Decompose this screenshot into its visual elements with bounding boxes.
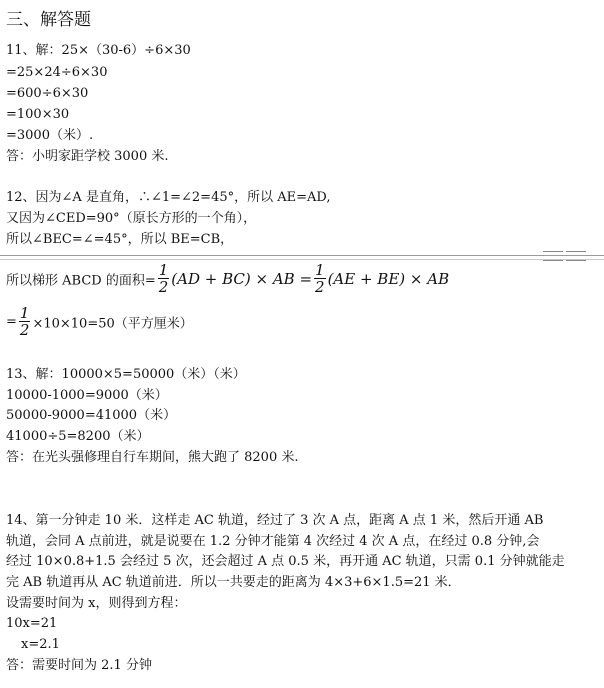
q14-line: 14、第一分钟走 10 米．这样走 AC 轨道，经过了 3 次 A 点，距离 A 点 1 米，然后开通 AB [6,513,544,528]
section-title: 三、解答题 [6,10,91,30]
q14-line: 设需要时间为 x，则得到方程： [6,596,187,611]
fraction-denominator: 2 [19,321,30,339]
result-expression: ×10×10=50（平方厘米） [32,316,193,332]
q14-line: 轨道，会同 A 点前进，就是说要在 1.2 分钟才能第 4 次经过 4 次 A 点，在经过 0.8 分钟,会 [6,534,540,549]
q14-line: 经过 10×0.8+1.5 会经过 5 次，还会超过 A 点 0.5 米，再开通 AC 轨道，只需 0.1 分钟就能走 [6,554,565,569]
q13-line: 10000-1000=9000（米） [6,388,168,403]
q12-area-result [6,306,193,338]
fraction-denominator: 2 [158,278,169,296]
result-prefix: = [6,314,17,330]
q14-solution: x=2.1 [21,637,60,652]
fraction-numerator: 1 [158,261,169,279]
q12-line: 12、因为∠A 是直角，∴∠1=∠2=45°，所以 AE=AD, [6,190,331,205]
q11-line: =25×24÷6×30 [6,65,108,80]
fraction-numerator: 1 [315,261,325,279]
q13-line: 41000÷5=8200（米） [6,429,150,444]
fraction [158,263,170,295]
q11-line: =600÷6×30 [6,86,89,101]
q11-line: 11、解：25×（30-6）÷6×30 [6,43,191,58]
fraction-denominator: 2 [315,278,325,296]
fraction-numerator: 1 [19,304,30,322]
q14-equation: 10x=21 [6,616,58,631]
fraction [19,306,31,338]
q11-line: =3000（米）. [6,128,94,143]
formula-prefix: 所以梯形 ABCD 的面积= [6,273,156,289]
q12-area-formula [6,263,449,295]
formula-expression: (AE + BE) × AB [327,270,450,288]
q13-line: 50000-9000=41000（米） [6,408,177,423]
fraction [314,263,326,295]
q11-answer: 答：小明家距学校 3000 米. [6,149,169,164]
q13-line: 13、解：10000×5=50000（米）（米） [6,367,246,382]
q13-answer: 答：在光头强修理自行车期间，熊大跑了 8200 米. [6,450,299,465]
q14-line: 完 AB 轨道再从 AC 轨道前进．所以一共要走的距离为 4×3+6×1.5=21 米． [6,575,461,590]
q12-line: 所以∠BEC=∠=45°，所以 BE=CB， [6,232,234,247]
q12-line: 又因为∠CED=90°（原长方形的一个角）， [6,211,257,226]
page-break [0,251,604,261]
q11-line: =100×30 [6,107,70,122]
formula-expression: (AD + BC) × AB = [171,270,313,288]
q14-answer: 答：需要时间为 2.1 分钟 [6,658,152,673]
